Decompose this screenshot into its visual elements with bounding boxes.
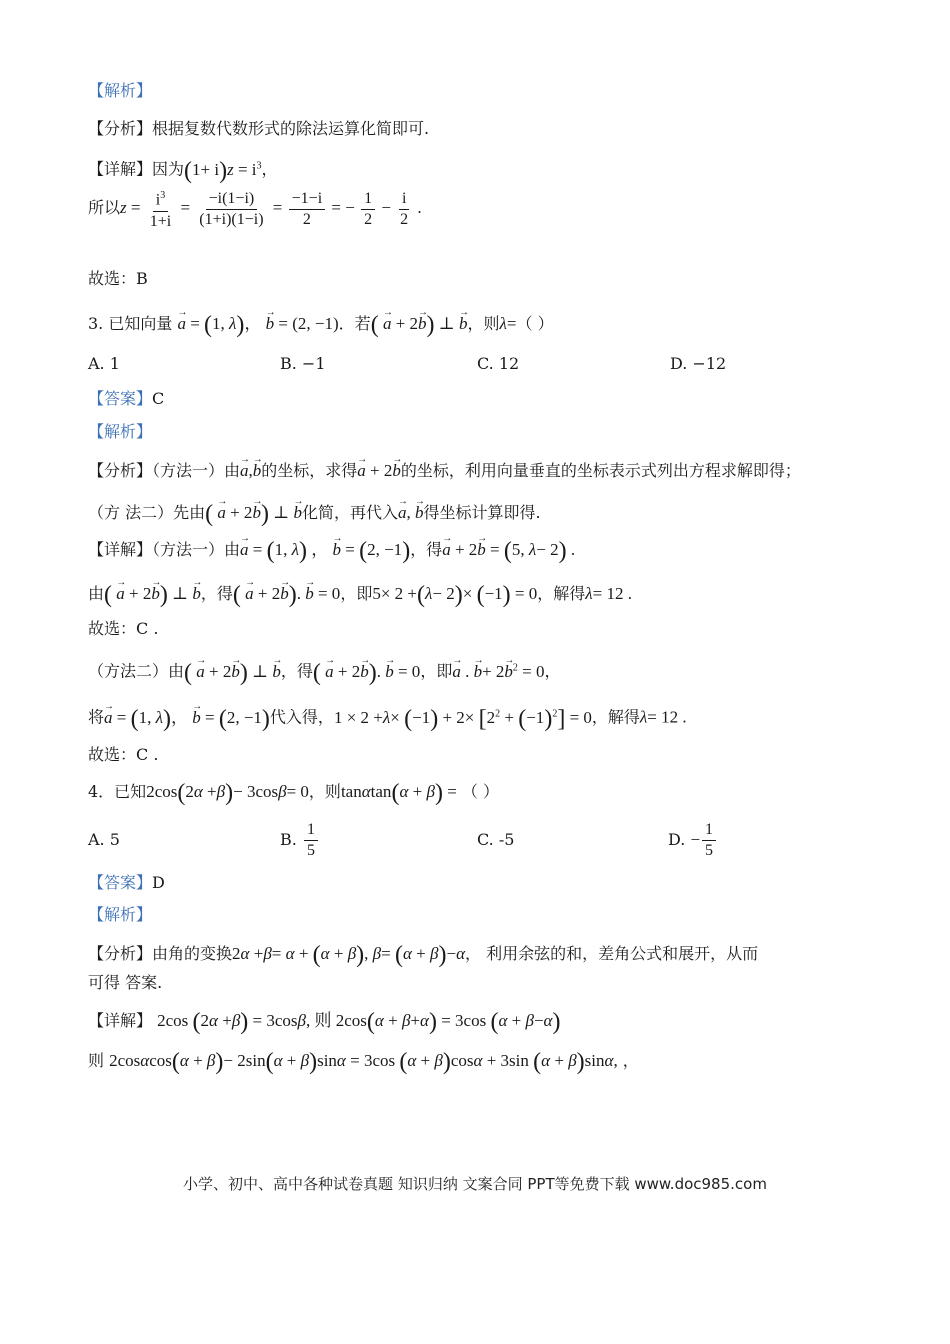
- analysis-3-line2: （方 法二）先由( → a + 2→ b) ⊥ → b化简，再代入→ a, → b得坐标计算即得.: [88, 502, 541, 525]
- analysis-4-line2: 可得 答案.: [88, 973, 163, 992]
- jiexi-tag-3: 【解析】: [88, 422, 153, 441]
- detail-3-line3: （方法二）由( → a + 2→ b) ⊥ → b，得( → a + 2→ b). → b = 0，即→ a . → $b+ 2\to b^2 = 0$，: [88, 657, 561, 684]
- question-3: 3. 已知向量 → a = (1, λ)， → b = (2, −1)．若( → a + 2→ b) ⊥ → b，则λ=（ ）: [88, 313, 554, 336]
- analysis-3-line1: 【分析】（方法一）由→ a,→ b的坐标，求得→ a + 2→ b的坐标，利用向量垂直的坐标表示式列出方程求解即得；: [88, 460, 801, 482]
- options-3: [88, 353, 868, 375]
- detail-3-line4: 将→ a = (1, λ)， → b = (2, −1)代入得，$1 \times 2 +\lambda\times (-1) + 2\times [2^2 + (-1)^2] = 0$，解得λ= 12 .: [88, 703, 687, 730]
- detail-3-line1: 【详解】（方法一）由→ a = (1, λ) ， → b = (2, −1)，得→ a + 2→ b = (5, λ− 2) .: [88, 539, 575, 562]
- option-a[interactable]: A. 5: [88, 830, 120, 849]
- detail-2: 【详解】因为$(1+ i)z = i^3$，: [88, 157, 278, 184]
- option-a[interactable]: A. 1: [88, 354, 120, 373]
- options-4: [88, 818, 868, 862]
- jiexi-tag-2: 【解析】: [88, 81, 153, 100]
- option-d[interactable]: D. −12: [670, 354, 727, 373]
- choice-2: 故选：B: [88, 269, 148, 288]
- option-b[interactable]: B. −1: [280, 354, 326, 373]
- analysis-2: 【分析】根据复数代数形式的除法运算化简即可.: [88, 119, 430, 138]
- detail-3-line2: 由( → a + 2→ b) ⊥ → b，得( → a + 2→ b). → b = 0，即5× 2 +(λ− 2)× (−1) = 0，解得λ= 12 .: [88, 583, 632, 606]
- page-footer: 小学、初中、高中各种试卷真题 知识归纳 文案合同 PPT等免费下载 www.doc985.com: [183, 1175, 767, 1193]
- question-4: 4．已知2cos(2α +β)− 3cosβ= 0，则tanαtan(α + β) = （ ）: [88, 780, 499, 806]
- answer-3: 【答案】C: [88, 389, 165, 408]
- option-d[interactable]: D. − $\frac{1}{5}$: [668, 818, 718, 862]
- answer-4: 【答案】D: [88, 873, 165, 892]
- option-b[interactable]: B. $\frac{1}{5}$: [280, 818, 320, 862]
- detail-4-line2: 则 2cosαcos(α + β)− 2sin(α + β)sinα = 3cos (α + β)cosα + 3sin (α + β)sinα, ，: [88, 1049, 639, 1075]
- choice-3b: 故选：C .: [88, 745, 159, 764]
- detail-4-line1: 【详解】 2cos (2α +β) = 3cosβ, 则 2cos(α + β+α) = 3cos (α + β−α): [88, 1009, 561, 1035]
- choice-3a: 故选：C .: [88, 619, 159, 638]
- jiexi-tag-4: 【解析】: [88, 905, 153, 924]
- analysis-4-line1: 【分析】由角的变换2α +β= α + (α + β), β= (α + β)−α， 利用余弦的和，差角公式和展开，从而: [88, 942, 759, 968]
- detail-2-step: 所以z = $\frac{i^3}{1+i}$ = $\frac{-i(1-i)}{(1+i)(1-i)}$ = $\frac{-1-i}{2}$ = − $\frac{1}{2}$ − $\frac{i}{2}$ .: [88, 186, 422, 232]
- option-c[interactable]: C. -5: [477, 830, 515, 849]
- option-c[interactable]: C. 12: [477, 354, 520, 373]
